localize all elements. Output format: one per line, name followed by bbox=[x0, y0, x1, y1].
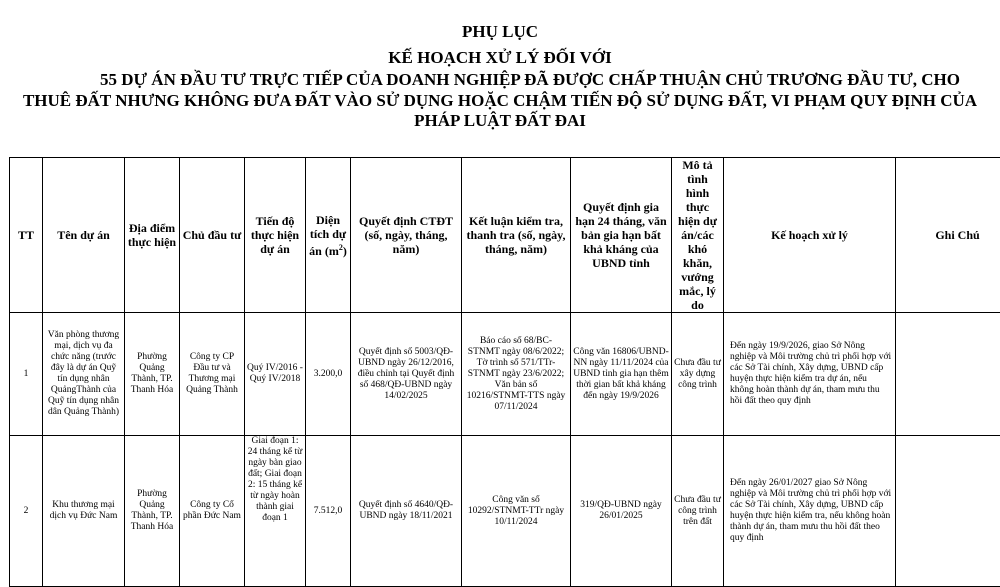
cell-note bbox=[896, 436, 1000, 587]
cell-location: Phường Quảng Thành, TP. Thanh Hóa bbox=[125, 436, 180, 587]
projects-table bbox=[9, 157, 1000, 587]
cell-name: Văn phòng thương mại, dịch vụ đa chức năng (trước đây là dự án Quỹ tín dụng nhân QuảngThành của Quỹ tín dụng nhân dân Quảng Thành) bbox=[43, 313, 125, 436]
subtitle-line-3: PHÁP LUẬT ĐẤT ĐAI bbox=[0, 111, 1000, 131]
table-row bbox=[10, 313, 1000, 436]
cell-extension: 319/QĐ-UBND ngày 26/01/2025 bbox=[571, 436, 672, 587]
cell-decision: Quyết định số 5003/QĐ-UBND ngày 26/12/2016, điều chỉnh tại Quyết định số 468/QĐ-UBND ngày 14/02/2025 bbox=[351, 313, 462, 436]
col-header-note: Ghi Chú bbox=[896, 158, 1000, 313]
cell-investor: Công ty Cổ phần Đức Nam bbox=[180, 436, 245, 587]
cell-inspection: Báo cáo số 68/BC-STNMT ngày 08/6/2022; Tờ trình số 571/TTr-STNMT ngày 23/6/2022; Văn bản số 10216/STNMT-TTS ngày 07/11/2024 bbox=[462, 313, 571, 436]
cell-inspection: Công văn số 10292/STNMT-TTr ngày 10/11/2024 bbox=[462, 436, 571, 587]
col-header-plan: Kế hoạch xử lý bbox=[724, 158, 896, 313]
col-header-inspection: Kết luận kiểm tra, thanh tra (số, ngày, tháng, năm) bbox=[462, 158, 571, 313]
col-header-area: Diện tích dự án $(m^2)$ bbox=[306, 158, 351, 313]
col-header-decision: Quyết định CTĐT (số, ngày, tháng, năm) bbox=[351, 158, 462, 313]
appendix-title: PHỤ LỤC bbox=[0, 22, 1000, 42]
cell-progress: Giai đoạn 1: 24 tháng kể từ ngày bàn giao đất; Giai đoạn 2: 15 tháng kể từ ngày hoàn thành giai đoạn 1 bbox=[245, 436, 306, 587]
cell-location: Phường Quảng Thành, TP. Thanh Hóa bbox=[125, 313, 180, 436]
cell-tt: 2 bbox=[10, 436, 43, 587]
cell-situation: Chưa đầu tư xây dựng công trình bbox=[672, 313, 724, 436]
col-header-location: Địa điểm thực hiện bbox=[125, 158, 180, 313]
table-header-row bbox=[10, 158, 1000, 313]
col-header-situation: Mô tả tình hình thực hiện dự án/các khó khăn, vướng mắc, lý do bbox=[672, 158, 724, 313]
cell-extension: Công văn 16806/UBND-NN ngày 11/11/2024 của UBND tỉnh gia hạn thêm thời gian bất khả kháng đến ngày 19/9/2026 bbox=[571, 313, 672, 436]
col-header-progress: Tiến độ thực hiện dự án bbox=[245, 158, 306, 313]
cell-name: Khu thương mại dịch vụ Đức Nam bbox=[43, 436, 125, 587]
col-header-tt: TT bbox=[10, 158, 43, 313]
cell-area: 3.200,0 bbox=[306, 313, 351, 436]
plan-title: KẾ HOẠCH XỬ LÝ ĐỐI VỚI bbox=[0, 48, 1000, 68]
cell-tt: 1 bbox=[10, 313, 43, 436]
cell-note bbox=[896, 313, 1000, 436]
cell-plan: Đến ngày 19/9/2026, giao Sở Nông nghiệp và Môi trường chủ trì phối hợp với các Sở Tài chính, Xây dựng, UBND cấp huyện thực hiện kiểm tra dự án, nếu không hoàn thành dự án, tham mưu thu hồi đất theo quy định bbox=[724, 313, 896, 436]
col-header-name: Tên dự án bbox=[43, 158, 125, 313]
table-row bbox=[10, 436, 1000, 587]
col-header-extension: Quyết định gia hạn 24 tháng, văn bản gia hạn bất khả kháng của UBND tỉnh bbox=[571, 158, 672, 313]
col-header-investor: Chủ đầu tư bbox=[180, 158, 245, 313]
cell-progress: Quý IV/2016 - Quý IV/2018 bbox=[245, 313, 306, 436]
subtitle-line-1: 55 DỰ ÁN ĐẦU TƯ TRỰC TIẾP CỦA DOANH NGHIỆP ĐÃ ĐƯỢC CHẤP THUẬN CHỦ TRƯƠNG ĐẦU TƯ, CHO bbox=[30, 70, 1000, 90]
cell-investor: Công ty CP Đầu tư và Thương mại Quảng Thành bbox=[180, 313, 245, 436]
cell-situation: Chưa đầu tư công trình trên đất bbox=[672, 436, 724, 587]
cell-area: 7.512,0 bbox=[306, 436, 351, 587]
cell-plan: Đến ngày 26/01/2027 giao Sở Nông nghiệp và Môi trường chủ trì phối hợp với các Sở Tài chính, Xây dựng, UBND cấp huyện thực hiện kiểm tra, nếu không hoàn thành dự án, tham mưu thu hồi đất theo quy định bbox=[724, 436, 896, 587]
cell-decision: Quyết định số 4640/QĐ-UBND ngày 18/11/2021 bbox=[351, 436, 462, 587]
